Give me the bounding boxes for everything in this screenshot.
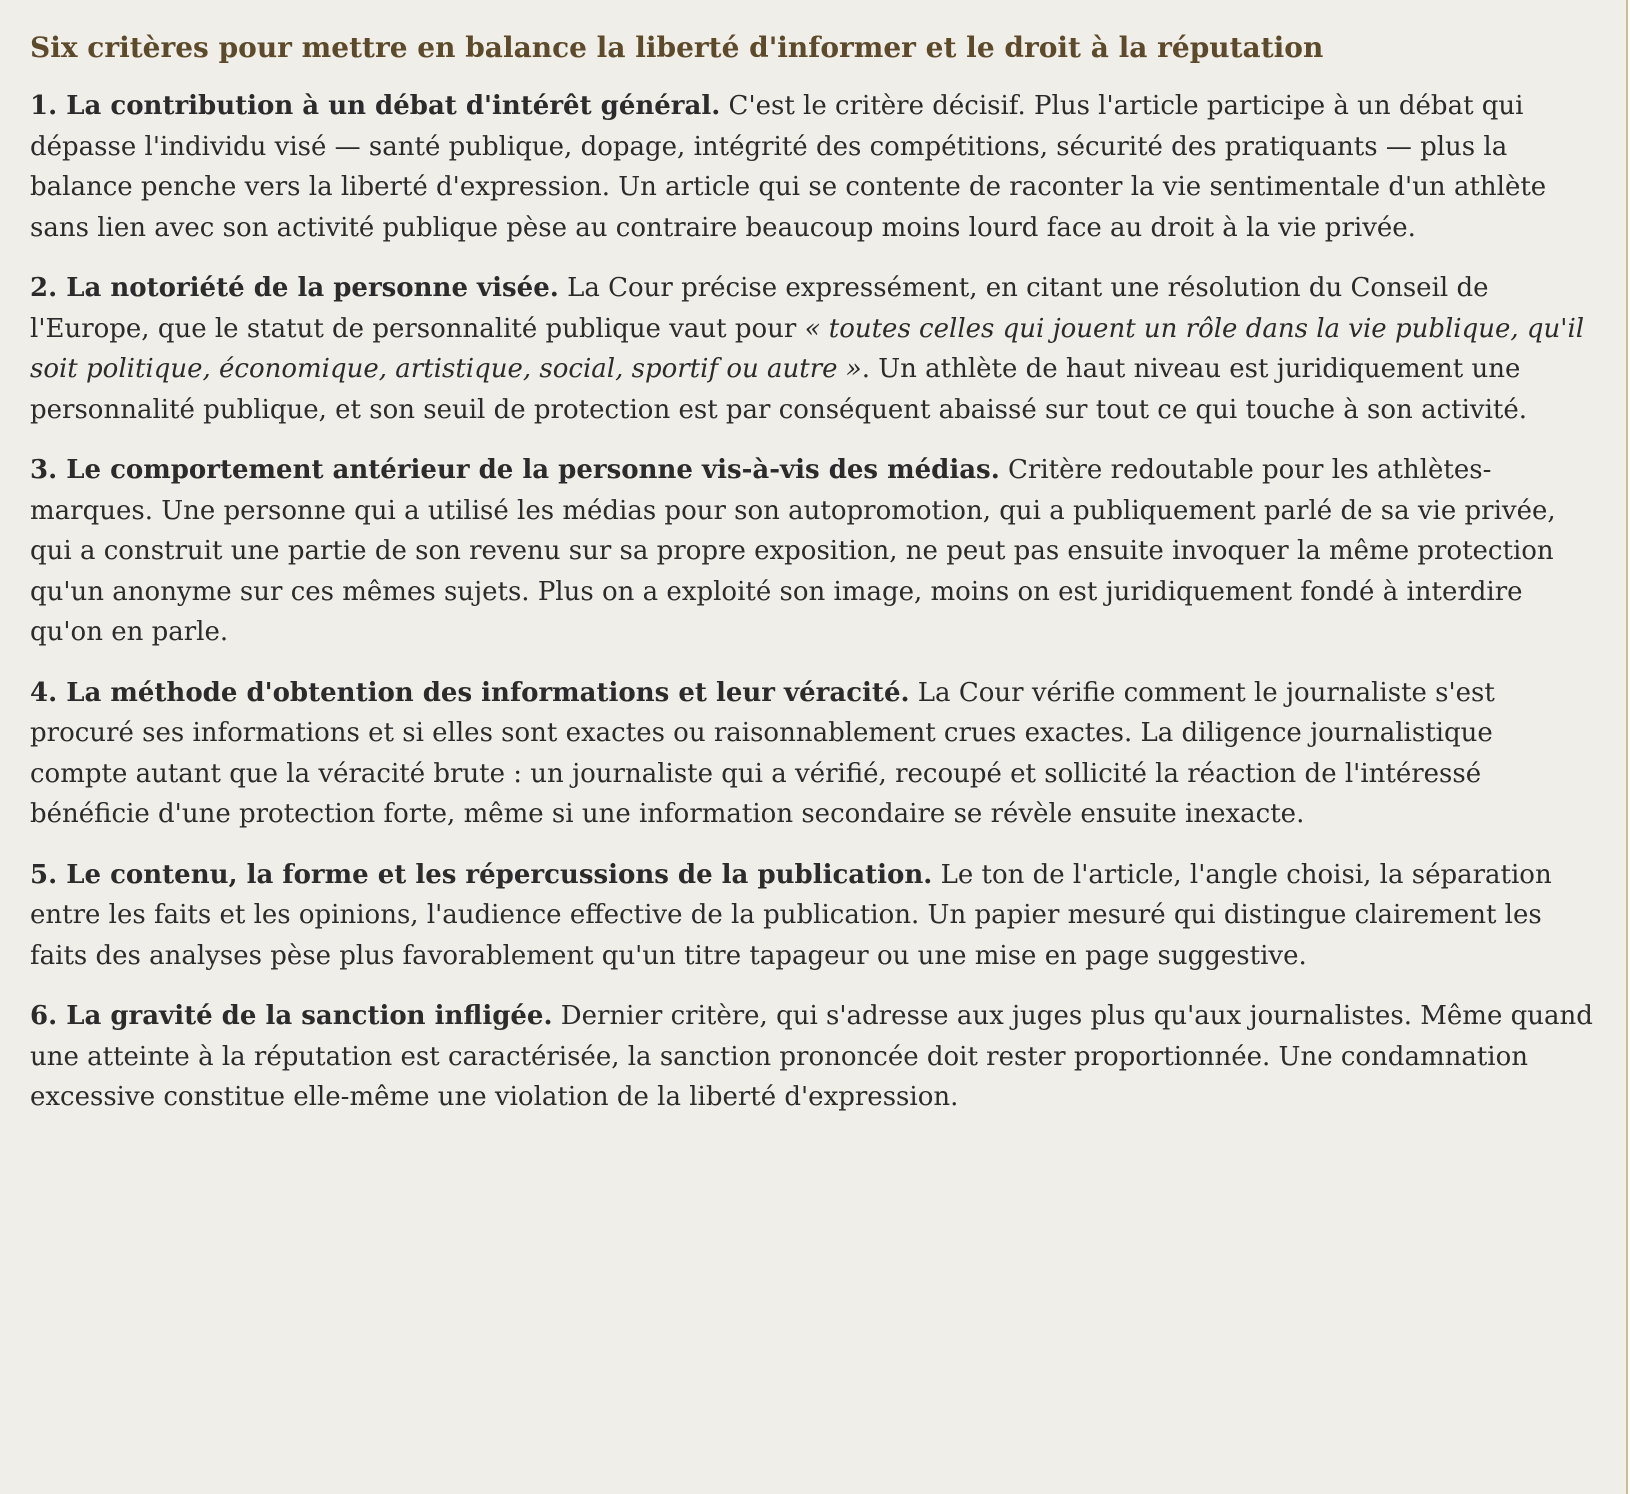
criterion-4 — [30, 673, 1596, 835]
criterion-5-text: Le ton de l'article, l'angle choisi, la séparation entre les faits et les opinions, l'audience effective de la publication. Un papier mesuré qui distingue clairement les faits des analyses pèse plus favorablement qu'un titre tapageur ou une mise en page suggestive. — [30, 859, 1552, 971]
criterion-2-title: 2. La notoriété de la personne visée. — [30, 273, 559, 303]
criterion-5-title: 5. Le contenu, la forme et les répercussions de la publication. — [30, 859, 933, 890]
panel-heading: Six critères pour mettre en balance la liberté d'informer et le droit à la réputation — [30, 31, 1324, 64]
criterion-2-text-after: . Un athlète de haut niveau est juridiquement une personnalité publique, et son seuil de protection est par conséquent abaissé sur tout ce qui touche à son activité. — [30, 354, 1527, 425]
criterion-1-text: C'est le critère décisif. Plus l'article participe à un débat qui dépasse l'individu visé — santé publique, dopage, intégrité des compétitions, sécurité des pratiquants — plus la balance penche vers la liberté d'expression. Un article qui se contente de raconter la vie sentimentale d'un athlète sans lien avec son activité publique pèse au contraire beaucoup moins lourd face au droit à la vie privée. — [30, 91, 1547, 243]
criterion-4-text: La Cour vérifie comment le journaliste s'est procuré ses informations et si elles sont exactes ou raisonnablement crues exactes. La diligence journalistique compte autant que la véracité brute : un journaliste qui a vérifié, recoupé et sollicité la réaction de l'intéressé bénéficie d'une protection forte, même si une information secondaire se révèle ensuite inexacte. — [30, 677, 1495, 829]
criterion-2-text-before: La Cour précise expressément, en citant une résolution du Conseil de l'Europe, que le statut de personnalité publique vaut pour — [30, 273, 1489, 344]
criterion-1 — [30, 86, 1596, 248]
criterion-2 — [30, 268, 1596, 430]
criterion-4-title: 4. La méthode d'obtention des informations et leur véracité. — [30, 677, 910, 708]
criterion-3 — [30, 450, 1596, 653]
criterion-3-title: 3. Le comportement antérieur de la personne vis-à-vis des médias. — [30, 455, 1000, 485]
criterion-1-title: 1. La contribution à un débat d'intérêt général. — [30, 91, 721, 121]
criterion-2-quote: « toutes celles qui jouent un rôle dans la vie publique, qu'il soit politique, économique, artistique, social, sportif ou autre » — [30, 313, 1585, 384]
criterion-6-text: Dernier critère, qui s'adresse aux juges plus qu'aux journalistes. Même quand une atteinte à la réputation est caractérisée, la sanction prononcée doit rester proportionnée. Une condamnation excessive constitue elle-même une violation de la liberté d'expression. — [30, 1001, 1593, 1112]
criterion-6-title: 6. La gravité de la sanction infligée. — [30, 1001, 553, 1031]
criterion-6 — [30, 996, 1596, 1118]
criterion-3-text: Critère redoutable pour les athlètes-marques. Une personne qui a utilisé les médias pour son autopromotion, qui a publiquement parlé de sa vie privée, qui a construit une partie de son revenu sur sa propre exposition, ne peut pas ensuite invoquer la même protection qu'un anonyme sur ces mêmes sujets. Plus on a exploité son image, moins on est juridiquement fondé à interdire qu'on en parle. — [30, 455, 1556, 647]
criterion-5 — [30, 855, 1596, 977]
